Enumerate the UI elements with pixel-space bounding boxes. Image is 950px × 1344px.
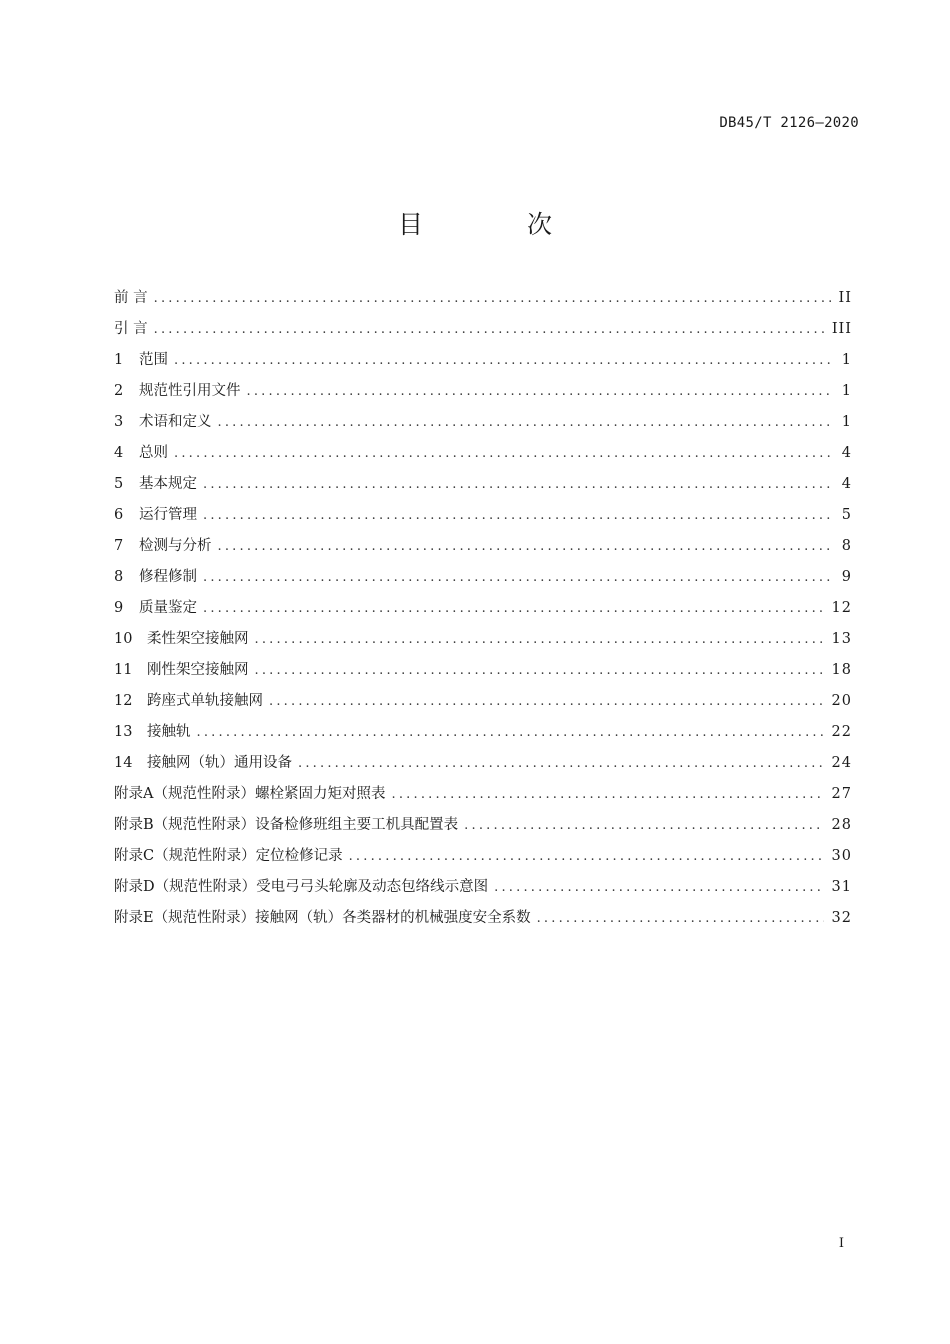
toc-entry-page: 13 (831, 631, 852, 647)
toc-entry-label: 基本规定 (139, 476, 197, 492)
toc-entry-page: 31 (831, 879, 852, 895)
toc-entry-page: 27 (831, 786, 852, 802)
toc-entry-label: 引 言 (114, 321, 148, 337)
toc-entry-page: 5 (841, 507, 852, 523)
toc-entry-number: 3 (114, 414, 124, 430)
toc-entry-page: 30 (831, 848, 852, 864)
toc-entry-page: 32 (831, 910, 852, 926)
toc-entry[interactable] (114, 315, 852, 346)
toc-entry-label: 运行管理 (139, 507, 197, 523)
toc-dot-leader (218, 533, 834, 561)
toc-entry[interactable] (114, 594, 852, 625)
toc-dot-leader (154, 285, 831, 313)
toc-dot-leader (349, 843, 824, 871)
toc-dot-leader (247, 378, 834, 406)
toc-entry-label: 接触轨 (147, 724, 191, 740)
toc-entry[interactable] (114, 625, 852, 656)
toc-entry-number: 8 (114, 569, 124, 585)
toc-entry-label: 附录D（规范性附录）受电弓弓头轮廓及动态包络线示意图 (114, 879, 489, 895)
toc-entry[interactable] (114, 687, 852, 718)
toc-entry-label: 质量鉴定 (139, 600, 197, 616)
toc-entry-label: 跨座式单轨接触网 (147, 693, 263, 709)
toc-entry-page: 28 (831, 817, 852, 833)
toc-entry-number: 7 (114, 538, 124, 554)
toc-entry-page: 4 (841, 445, 852, 461)
toc-entry-number: 4 (114, 445, 124, 461)
toc-entry-number: 10 (114, 631, 133, 647)
toc-entry[interactable] (114, 811, 852, 842)
toc-entry[interactable] (114, 377, 852, 408)
toc-dot-leader (269, 688, 824, 716)
toc-entry-label: 术语和定义 (139, 414, 212, 430)
toc-entry-page: 9 (841, 569, 852, 585)
toc-entry[interactable] (114, 501, 852, 532)
page-number: I (838, 1236, 844, 1251)
toc-entry-label: 前 言 (114, 290, 148, 306)
toc-entry[interactable] (114, 904, 852, 935)
toc-entry-label: 检测与分析 (139, 538, 212, 554)
toc-entry-number: 6 (114, 507, 124, 523)
toc-entry-label: 附录B（规范性附录）设备检修班组主要工机具配置表 (114, 817, 459, 833)
toc-dot-leader (174, 440, 834, 468)
toc-entry-page: 12 (831, 600, 852, 616)
toc-entry-page: 24 (831, 755, 852, 771)
toc-dot-leader (203, 471, 834, 499)
standard-code: DB45/T 2126—2020 (719, 115, 859, 131)
toc-entry[interactable] (114, 656, 852, 687)
toc-entry-page: 1 (841, 352, 852, 368)
toc-dot-leader (154, 316, 824, 344)
toc-entry[interactable] (114, 408, 852, 439)
toc-entry-label: 修程修制 (139, 569, 197, 585)
toc-entry-page: 1 (841, 414, 852, 430)
toc-entry[interactable] (114, 873, 852, 904)
toc-entry[interactable] (114, 470, 852, 501)
toc-entry-label: 柔性架空接触网 (147, 631, 249, 647)
toc-dot-leader (391, 781, 823, 809)
toc-title: 目 次 (398, 210, 600, 239)
toc-entry-number: 5 (114, 476, 124, 492)
table-of-contents (114, 284, 852, 935)
toc-entry[interactable] (114, 439, 852, 470)
toc-entry-page: 20 (831, 693, 852, 709)
toc-entry[interactable] (114, 532, 852, 563)
toc-entry[interactable] (114, 346, 852, 377)
toc-entry-label: 总则 (139, 445, 168, 461)
toc-entry-page: II (838, 290, 852, 306)
toc-entry[interactable] (114, 718, 852, 749)
toc-entry-label: 规范性引用文件 (139, 383, 241, 399)
toc-dot-leader (494, 874, 823, 902)
toc-entry-page: 8 (841, 538, 852, 554)
toc-entry[interactable] (114, 284, 852, 315)
toc-entry-number: 9 (114, 600, 124, 616)
toc-dot-leader (203, 564, 834, 592)
toc-dot-leader (255, 626, 824, 654)
toc-dot-leader (203, 502, 834, 530)
toc-dot-leader (255, 657, 824, 685)
toc-entry-number: 11 (114, 662, 133, 678)
toc-entry-label: 刚性架空接触网 (147, 662, 249, 678)
toc-dot-leader (218, 409, 834, 437)
toc-dot-leader (298, 750, 824, 778)
toc-entry-number: 2 (114, 383, 124, 399)
toc-entry[interactable] (114, 842, 852, 873)
toc-entry-number: 13 (114, 724, 133, 740)
toc-entry-label: 附录C（规范性附录）定位检修记录 (114, 848, 343, 864)
toc-entry-number: 1 (114, 352, 124, 368)
toc-entry-page: 1 (841, 383, 852, 399)
toc-entry-page: III (831, 321, 852, 337)
toc-dot-leader (197, 719, 824, 747)
toc-entry-page: 22 (831, 724, 852, 740)
toc-entry-page: 4 (841, 476, 852, 492)
toc-entry[interactable] (114, 563, 852, 594)
toc-entry-number: 12 (114, 693, 133, 709)
toc-dot-leader (203, 595, 824, 623)
toc-dot-leader (174, 347, 834, 375)
toc-dot-leader (464, 812, 823, 840)
toc-entry-label: 范围 (139, 352, 168, 368)
toc-entry[interactable] (114, 780, 852, 811)
toc-entry-label: 接触网（轨）通用设备 (147, 755, 292, 771)
toc-entry-label: 附录E（规范性附录）接触网（轨）各类器材的机械强度安全系数 (114, 910, 531, 926)
toc-entry-label: 附录A（规范性附录）螺栓紧固力矩对照表 (114, 786, 386, 802)
toc-entry[interactable] (114, 749, 852, 780)
toc-dot-leader (537, 905, 824, 933)
toc-entry-page: 18 (831, 662, 852, 678)
toc-entry-number: 14 (114, 755, 133, 771)
